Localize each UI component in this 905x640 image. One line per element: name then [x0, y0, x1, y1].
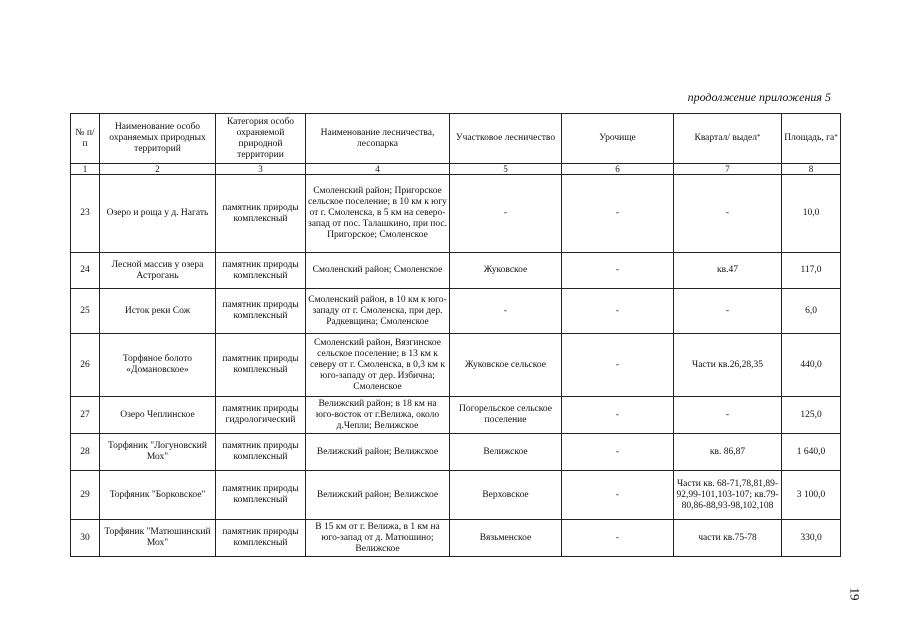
forestry-name: Смоленский район, в 10 км к юго-западу от г. Смоленска, при дер. Радкевщина; Смоленское	[306, 289, 450, 334]
column-number-row	[71, 164, 841, 175]
col-number-cell: 6	[562, 164, 674, 175]
area-name: Лесной массив у озера Астрогань	[100, 253, 216, 289]
header-block-mark: *	[757, 133, 761, 141]
header-category: Категория особо охраняемой природной территории	[216, 114, 306, 164]
col-number-cell: 5	[450, 164, 562, 175]
area-name: Озеро Чеплинское	[100, 397, 216, 434]
forestry-name: В 15 км от г. Велижа, в 1 км на юго-запад от д. Матюшино; Велижское	[306, 520, 450, 557]
continuation-caption: продолжение приложения 5	[687, 90, 831, 104]
district-forestry: Погорельское сельское поселение	[450, 397, 562, 434]
area-category: памятник природы комплексный	[216, 434, 306, 471]
area-size: 440,0	[782, 334, 841, 397]
table-row	[71, 520, 841, 557]
area-category: памятник природы комплексный	[216, 334, 306, 397]
district-forestry: -	[450, 175, 562, 253]
area-name: Торфяник "Логуновский Мох"	[100, 434, 216, 471]
district-forestry: Вязьменское	[450, 520, 562, 557]
area-category: памятник природы комплексный	[216, 520, 306, 557]
header-area	[782, 114, 841, 164]
block-section: Части кв.26,28,35	[674, 334, 782, 397]
tract-name: -	[562, 397, 674, 434]
header-area-mark: *	[834, 133, 838, 141]
area-category: памятник природы комплексный	[216, 289, 306, 334]
block-section: части кв.75-78	[674, 520, 782, 557]
district-forestry: -	[450, 289, 562, 334]
block-section: кв. 86,87	[674, 434, 782, 471]
area-category: памятник природы комплексный	[216, 175, 306, 253]
row-number: 28	[71, 434, 100, 471]
forestry-name: Смоленский район, Вязгинское сельское поселение; в 13 км к северу от г. Смоленска, в 0,3 км к юго-западу от дер. Избична; Смоленское	[306, 334, 450, 397]
tract-name: -	[562, 471, 674, 520]
table-row	[71, 289, 841, 334]
row-number: 26	[71, 334, 100, 397]
header-block-label: Квартал/ выдел	[694, 133, 758, 143]
table-row	[71, 397, 841, 434]
area-size: 6,0	[782, 289, 841, 334]
area-name: Торфяник "Матюшинский Мох"	[100, 520, 216, 557]
row-number: 24	[71, 253, 100, 289]
row-number: 25	[71, 289, 100, 334]
district-forestry: Верховское	[450, 471, 562, 520]
forestry-name: Велижский район; в 18 км на юго-восток от г.Велижа, около д.Чепли; Велижское	[306, 397, 450, 434]
area-size: 125,0	[782, 397, 841, 434]
row-number: 27	[71, 397, 100, 434]
header-row	[71, 114, 841, 164]
area-size: 1 640,0	[782, 434, 841, 471]
district-forestry: Жуковское сельское	[450, 334, 562, 397]
area-category: памятник природы гидрологический	[216, 397, 306, 434]
forestry-name: Смоленский район; Смоленское	[306, 253, 450, 289]
row-number: 23	[71, 175, 100, 253]
table-row	[71, 471, 841, 520]
header-name: Наименование особо охраняемых природных территорий	[100, 114, 216, 164]
block-section: -	[674, 397, 782, 434]
forestry-name: Велижский район; Велижское	[306, 434, 450, 471]
area-category: памятник природы комплексный	[216, 253, 306, 289]
tract-name: -	[562, 289, 674, 334]
tract-name: -	[562, 175, 674, 253]
forestry-name: Смоленский район; Пригорское сельское поселение; в 10 км к югу от г. Смоленска, в 5 км на северо-запад от пос. Талашкино, при пос. Пригорское; Смоленское	[306, 175, 450, 253]
header-block	[674, 114, 782, 164]
header-area-label: Площадь, га	[784, 133, 835, 143]
row-number: 29	[71, 471, 100, 520]
area-size: 330,0	[782, 520, 841, 557]
area-category: памятник природы комплексный	[216, 471, 306, 520]
block-section: Части кв. 68-71,78,81,89-92,99-101,103-107; кв.79-80,86-88,93-98,102,108	[674, 471, 782, 520]
header-number: № п/п	[71, 114, 100, 164]
area-size: 10,0	[782, 175, 841, 253]
block-section: -	[674, 175, 782, 253]
district-forestry: Велижское	[450, 434, 562, 471]
header-tract: Урочище	[562, 114, 674, 164]
table-row	[71, 175, 841, 253]
protected-areas-table	[70, 113, 841, 557]
area-name: Торфяник "Борковское"	[100, 471, 216, 520]
tract-name: -	[562, 520, 674, 557]
table-row	[71, 434, 841, 471]
page-number: 19	[847, 587, 863, 601]
area-name: Торфяное болото «Домановское»	[100, 334, 216, 397]
col-number-cell: 1	[71, 164, 100, 175]
tract-name: -	[562, 434, 674, 471]
col-number-cell: 7	[674, 164, 782, 175]
area-size: 3 100,0	[782, 471, 841, 520]
area-name: Озеро и роща у д. Нагать	[100, 175, 216, 253]
area-size: 117,0	[782, 253, 841, 289]
col-number-cell: 2	[100, 164, 216, 175]
col-number-cell: 8	[782, 164, 841, 175]
table-row	[71, 253, 841, 289]
header-forestry: Наименование лесничества, лесопарка	[306, 114, 450, 164]
district-forestry: Жуковское	[450, 253, 562, 289]
area-name: Исток реки Сож	[100, 289, 216, 334]
tract-name: -	[562, 253, 674, 289]
block-section: кв.47	[674, 253, 782, 289]
forestry-name: Велижский район; Велижское	[306, 471, 450, 520]
col-number-cell: 3	[216, 164, 306, 175]
row-number: 30	[71, 520, 100, 557]
table-row	[71, 334, 841, 397]
block-section: -	[674, 289, 782, 334]
col-number-cell: 4	[306, 164, 450, 175]
header-district: Участковое лесничество	[450, 114, 562, 164]
tract-name: -	[562, 334, 674, 397]
